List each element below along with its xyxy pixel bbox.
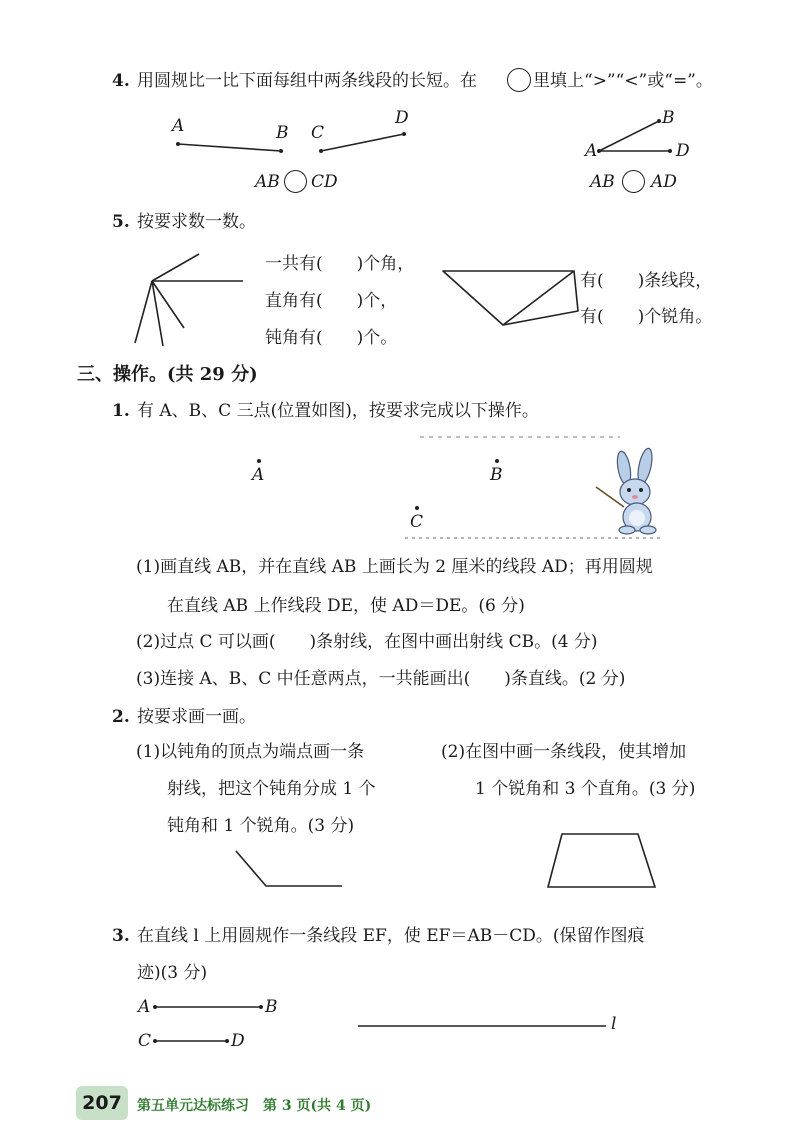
label-b: B	[265, 997, 278, 1017]
label-d: D	[395, 108, 409, 128]
p1-text: 有 A、B、C 三点(位置如图)，按要求完成以下操作。	[137, 401, 539, 421]
q4-text-2: 里填上“>”“<”或“=”。	[533, 71, 713, 91]
p2-left-line2: 射线，把这个钝角分成 1 个	[167, 779, 376, 799]
label-d: D	[231, 1031, 245, 1051]
label-c: C	[311, 123, 325, 143]
p1-sub1-line1: (1)画直线 AB，并在直线 AB 上画长为 2 厘米的线段 AD；再用圆规	[136, 557, 653, 577]
compare-left-ab: AB	[255, 172, 280, 192]
label-d: D	[676, 141, 690, 161]
label-b: B	[662, 108, 675, 128]
p3-line1: 在直线 l 上用圆规作一条线段 EF，使 EF＝AB－CD。(保留作图痕	[137, 926, 645, 946]
p1-sub1-line2: 在直线 AB 上作线段 DE，使 AD＝DE。(6 分)	[167, 596, 525, 616]
p3-line2: 迹)(3 分)	[137, 963, 208, 983]
label-b: B	[490, 465, 503, 485]
label-l: l	[611, 1014, 617, 1034]
p2-right-line1: (2)在图中画一条线段，使其增加	[441, 742, 687, 762]
q4-number: 4.	[112, 71, 130, 91]
label-a: A	[252, 465, 265, 485]
p1-sub3: (3)连接 A、B、C 中任意两点，一共能画出( )条直线。(2 分)	[136, 669, 626, 689]
page-number-badge: 207	[76, 1086, 128, 1120]
q4-text: 用圆规比一比下面每组中两条线段的长短。在	[137, 71, 477, 91]
count-angles-line: 一共有( )个角，	[265, 254, 415, 274]
p3-number: 3.	[112, 926, 130, 946]
p2-text: 按要求画一画。	[137, 707, 256, 727]
count-segments-line: 有( )条线段，	[580, 271, 713, 291]
p2-left-line3: 钝角和 1 个锐角。(3 分)	[167, 816, 355, 836]
label-a: A	[172, 116, 185, 136]
p1-sub2: (2)过点 C 可以画( )条射线，在图中画出射线 CB。(4 分)	[136, 632, 598, 652]
count-acute-angles-line: 有( )个锐角。	[580, 307, 713, 327]
label-a: A	[585, 141, 598, 161]
p2-number: 2.	[112, 707, 130, 727]
p2-right-line2: 1 个锐角和 3 个直角。(3 分)	[475, 779, 696, 799]
q5-number: 5.	[112, 212, 130, 232]
q5-text: 按要求数一数。	[137, 212, 256, 232]
label-a: A	[138, 997, 151, 1017]
section-title: 三、操作。(共 29 分)	[77, 364, 258, 385]
label-b: B	[276, 123, 289, 143]
count-obtuse-angles-line: 钝角有( )个。	[265, 328, 398, 348]
p2-left-line1: (1)以钝角的顶点为端点画一条	[136, 742, 365, 762]
label-c: C	[138, 1031, 152, 1051]
footer-text: 第五单元达标练习 第 3 页(共 4 页)	[137, 1098, 372, 1114]
p1-number: 1.	[112, 401, 130, 421]
compare-right-ad: AD	[651, 172, 677, 192]
count-right-angles-line: 直角有( )个，	[265, 291, 398, 311]
label-c: C	[410, 512, 424, 532]
compare-right-ab: AB	[590, 172, 615, 192]
compare-left-cd: CD	[311, 172, 338, 192]
